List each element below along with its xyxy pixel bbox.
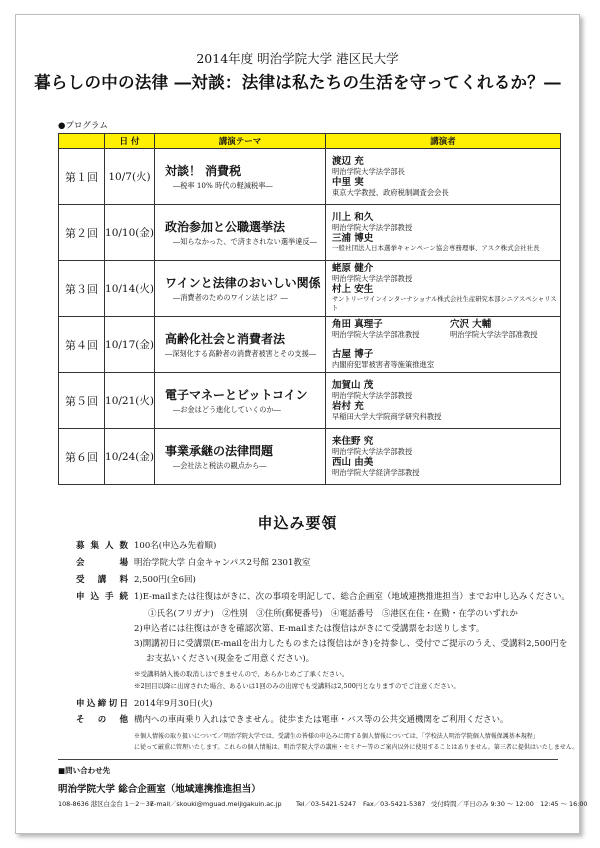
- table-row: [59, 261, 561, 317]
- note-cancellation: ※受講料納入後の取消しはできませんので、あらかじめご了承ください。: [134, 670, 349, 678]
- table-row: [59, 149, 561, 205]
- session-theme: 対談！ 消費税: [165, 163, 242, 178]
- speaker-name: 川上 和久: [332, 211, 374, 223]
- speaker-name: 西山 由美: [332, 456, 374, 468]
- session-date: 10/7(火): [105, 149, 155, 205]
- table-row: [59, 373, 561, 429]
- session-number: 第２回: [59, 205, 105, 261]
- other-row: [76, 714, 509, 726]
- header-year-line: 2014年度 明治学院大学 港区民大学: [196, 51, 399, 66]
- speaker-name: 角田 真理子: [332, 319, 383, 331]
- session-number: 第４回: [59, 317, 105, 373]
- speaker-cell: [326, 429, 561, 485]
- contact-email-link[interactable]: E-mail／skouki@mguad.meijigakuin.ac.jp: [150, 800, 282, 808]
- session-date: 10/14(火): [105, 261, 155, 317]
- session-subtitle: ―税率 10% 時代の軽減税率―: [173, 180, 273, 190]
- col-header-theme: 講演テーマ: [155, 134, 326, 149]
- speaker-affiliation: 内閣府犯罪被害者等施策推進室: [332, 360, 435, 370]
- capacity-label: 募集人数: [76, 541, 128, 551]
- speaker-affiliation: 一般社団法人日本選挙キャンペーン協会専務理事、アスク株式会社社長: [332, 243, 540, 252]
- table-header-row: [59, 134, 561, 149]
- session-subtitle: ―消費者のためのワイン法とは？―: [173, 292, 288, 302]
- venue-row: [76, 557, 311, 569]
- speaker-affiliation: 明治学院大学法学部准教授: [332, 330, 420, 340]
- session-theme-cell: [155, 149, 326, 205]
- session-theme-cell: [155, 373, 326, 429]
- speaker-cell: [326, 373, 561, 429]
- fee-value: 2,500円(全6回): [134, 575, 196, 585]
- session-date: 10/21(火): [105, 373, 155, 429]
- application-title: 申込み要領: [257, 514, 338, 532]
- capacity-value: 100名(申込み先着順): [134, 541, 217, 551]
- procedure-step1-items: ①氏名(フリガナ) ②性別 ③住所(郵便番号) ④電話番号 ⑤港区在住・在勤・在学のいずれか: [148, 609, 518, 619]
- session-theme: ワインと法律のおいしい関係: [165, 275, 321, 290]
- session-theme: 政治参加と公職選挙法: [165, 219, 286, 234]
- speaker-name: 中里 実: [332, 176, 364, 188]
- col-header-speaker: 講演者: [326, 134, 561, 149]
- session-theme: 電子マネーとビットコイン: [165, 387, 308, 402]
- other-label: その他: [76, 715, 128, 725]
- speaker-affiliation: サントリーワインインターナショナル株式会社生産研究本部シニアスペシャリスト: [332, 295, 557, 313]
- session-number: 第１回: [59, 149, 105, 205]
- session-theme-cell: [155, 261, 326, 317]
- speaker-affiliation: 明治学院大学法学部教授: [332, 390, 413, 400]
- session-theme: 事業承継の法律問題: [165, 443, 274, 458]
- deadline-label: 申込締切日: [76, 699, 128, 709]
- speaker-name: 蛯原 健介: [332, 262, 374, 274]
- session-date: 10/17(金): [105, 317, 155, 373]
- program-table: [58, 133, 561, 485]
- document-page: [15, 14, 588, 834]
- privacy-note-line2: に従って厳重に管理いたします。これらの個人情報は、明治学院大学の講座・セミナー等のご案内以外に使用することはありません。第三者に提供はいたしません。: [134, 744, 579, 751]
- contact-tel: Tel／03-5421-5247: [296, 800, 357, 808]
- session-subtitle: ―深刻化する高齢者の消費者被害とその支援―: [165, 348, 316, 358]
- speaker-affiliation: 早稲田大学大学院商学研究科教授: [332, 411, 442, 421]
- divider: [58, 759, 558, 760]
- speaker-name: 渡辺 充: [332, 155, 364, 167]
- contact-address: 108-8636 港区白金台 1－2－37: [58, 800, 154, 808]
- other-value: 構内への車両乗り入れはできません。徒歩または電車・バス等の公共交通機関をご利用ください。: [134, 715, 509, 725]
- speaker-affiliation: 明治学院大学法学部教授: [332, 273, 413, 283]
- procedure-step3: 3)開講初日に受講票(E-mailを出力したものまたは復信はがき)を持参し、受付でご提示のうえ、受講料2,500円を: [134, 639, 568, 649]
- speaker-cell: [326, 205, 561, 261]
- session-date: 10/10(金): [105, 205, 155, 261]
- contact-hours: 受付時間／平日のみ 9:30 ～ 12:00 12:45 ～ 16:00: [431, 800, 588, 808]
- speaker-affiliation: 東京大学教授、政府税制調査会会長: [332, 187, 449, 197]
- contact-org: 明治学院大学 総合企画室（地域連携推進担当）: [58, 784, 261, 795]
- contact-heading: ■問い合わせ先: [58, 766, 111, 775]
- col-header-no: [59, 134, 105, 149]
- capacity-row: [76, 540, 217, 552]
- session-number: 第６回: [59, 429, 105, 485]
- note-fee: ※2回目以降に出席された場合、あるいは1回のみの出席でも受講料は2,500円となりますのでご注意ください。: [134, 682, 460, 690]
- session-theme-cell: [155, 317, 326, 373]
- speaker-cell: [326, 317, 561, 373]
- venue-label: 会場: [76, 558, 128, 568]
- speaker-name: 穴沢 大輔: [450, 319, 492, 331]
- session-theme: 高齢化社会と消費者法: [165, 331, 286, 346]
- session-subtitle: ―会社法と税法の観点から―: [173, 460, 267, 470]
- col-header-date: 日 付: [105, 134, 155, 149]
- procedure-step1: 1)E-mailまたは往復はがきに、次の事項を明記して、総合企画室（地域連携推進担当）までお申し込みください。: [134, 592, 570, 602]
- session-subtitle: ―知らなかった、で済まされない選挙違反―: [173, 236, 317, 246]
- privacy-note-line1: ※個人情報の取り扱いについて／明治学院大学では、受講生の皆様の申込みに関する個人情報については、「学校法人明治学院個人情報保護基本規程」: [134, 733, 539, 740]
- session-theme-cell: [155, 429, 326, 485]
- speaker-cell: [326, 149, 561, 205]
- table-row: [59, 429, 561, 485]
- session-theme-cell: [155, 205, 326, 261]
- page-title: 暮らしの中の法律 ―対談：法律は私たちの生活を守ってくれるか？―: [34, 73, 561, 92]
- speaker-name: 岩村 充: [332, 400, 364, 412]
- speaker-affiliation: 明治学院大学法学部教授: [332, 446, 413, 456]
- procedure-row: [76, 591, 570, 603]
- procedure-step3-cont: お支払いください(現金をご用意ください)。: [146, 654, 315, 664]
- venue-value: 明治学院大学 白金キャンパス2号館 2301教室: [134, 558, 311, 568]
- session-date: 10/24(金): [105, 429, 155, 485]
- speaker-name: 三浦 博史: [332, 232, 374, 244]
- speaker-affiliation: 明治学院大学法学部教授: [332, 222, 413, 232]
- speaker-name: 村上 安生: [332, 283, 374, 295]
- speaker-name: 加賀山 茂: [332, 379, 374, 391]
- program-label: ●プログラム: [58, 121, 108, 131]
- speaker-name: 来住野 究: [332, 435, 374, 447]
- speaker-affiliation: 明治学院大学経済学部教授: [332, 467, 420, 477]
- speaker-affiliation: 明治学院大学法学部准教授: [450, 330, 538, 340]
- contact-fax: Fax／03-5421-5387: [363, 800, 426, 808]
- speaker-name: 古屋 博子: [332, 349, 374, 361]
- session-number: 第３回: [59, 261, 105, 317]
- session-subtitle: ―お金はどう進化していくのか―: [173, 404, 281, 414]
- procedure-label: 申込手続: [76, 592, 128, 602]
- fee-row: [76, 574, 196, 586]
- fee-label: 受講料: [76, 575, 128, 585]
- deadline-row: [76, 698, 213, 710]
- speaker-cell: [326, 261, 561, 317]
- table-row: [59, 205, 561, 261]
- procedure-step2: 2)申込者には往復はがきを確認次第、E-mailまたは復信はがきにて受講票をお送りします。: [134, 624, 485, 634]
- table-row: [59, 317, 561, 373]
- speaker-affiliation: 明治学院大学法学部長: [332, 166, 405, 176]
- deadline-value: 2014年9月30日(火): [134, 699, 213, 709]
- session-number: 第５回: [59, 373, 105, 429]
